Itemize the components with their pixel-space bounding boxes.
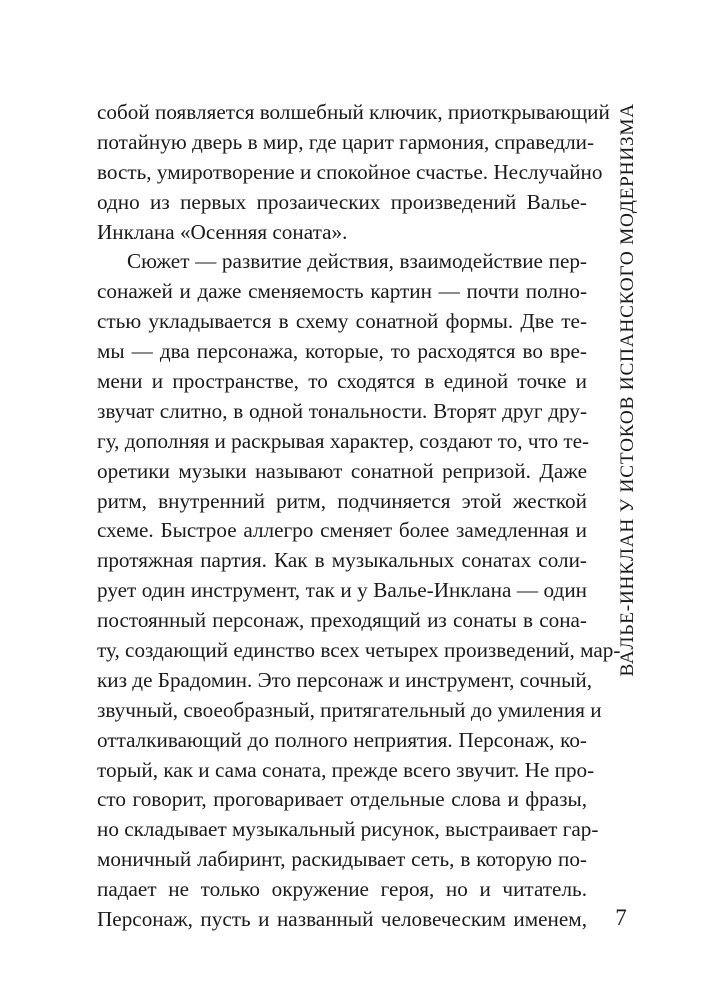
- text-line-20: киз де Брадомин. Это персонаж и инструмент, сочный,: [97, 667, 593, 692]
- text-line-13: оретики музыки называют сонатной репризой. Даже: [97, 458, 587, 483]
- text-line-25: но складывает музыкальный рисунок, выстраивает гар-: [97, 817, 599, 842]
- text-line-28: Персонаж, пусть и названный человеческим именем,: [97, 907, 587, 932]
- text-line-16: протяжная партия. Как в музыкальных сонатах соли-: [97, 548, 587, 573]
- text-line-18: постоянный персонаж, преходящий из сонаты в сона-: [97, 608, 587, 633]
- text-line-12: гу, дополняя и раскрывая характер, создают то, что те-: [97, 428, 590, 453]
- page-number: 7: [615, 905, 627, 930]
- text-line-22: отталкивающий до полного неприятия. Персонаж, ко-: [97, 727, 587, 752]
- text-line-23: торый, как и сама соната, прежде всего звучит. Не про-: [97, 757, 595, 782]
- running-head: [612, 103, 644, 678]
- text-line-27: падает не только окружение героя, но и читатель.: [97, 877, 587, 902]
- text-line-3: вость, умиротворение и спокойное счастье. Неслучайно: [97, 159, 603, 184]
- text-line-4: одно из первых прозаических произведений Валье-: [97, 189, 587, 214]
- text-line-1: собой появляется волшебный ключик, приоткрывающий: [97, 100, 610, 124]
- text-line-26: моничный лабиринт, раскидывает сеть, в которую по-: [97, 847, 587, 872]
- text-line-14: ритм, внутренний ритм, подчиняется этой жесткой: [97, 488, 587, 513]
- body-text: [97, 98, 621, 935]
- text-line-2: потайную дверь в мир, где царит гармония, справедли-: [97, 129, 595, 154]
- text-line-24: сто говорит, проговаривает отдельные слова и фразы,: [97, 787, 587, 812]
- text-line-6: Сюжет — развитие действия, взаимодействие пер-: [127, 249, 587, 274]
- text-line-15: схеме. Быстрое аллегро сменяет более замедленная и: [97, 518, 587, 543]
- text-line-19: ту, создающий единство всех четырех произведений, мар-: [97, 638, 621, 663]
- text-line-17: рует один инструмент, так и у Валье-Инклана — один: [97, 578, 587, 603]
- text-line-11: звучат слитно, в одной тональности. Вторят друг дру-: [97, 398, 587, 423]
- text-line-8: стью укладывается в схему сонатной формы. Две те-: [97, 309, 587, 334]
- text-line-5: Инклана «Осенняя соната».: [97, 219, 348, 244]
- text-line-9: мы — два персонажа, которые, то расходятся во вре-: [97, 339, 587, 364]
- text-line-21: звучный, своеобразный, притягательный до умиления и: [97, 697, 602, 722]
- text-line-10: мени и пространстве, то сходятся в единой точке и: [97, 369, 587, 394]
- text-line-7: сонажей и даже сменяемость картин — почти полно-: [97, 279, 587, 304]
- running-head-text: ВАЛЬЕ-ИНКЛАН У ИСТОКОВ ИСПАНСКОГО МОДЕРНИЗМА: [617, 103, 638, 677]
